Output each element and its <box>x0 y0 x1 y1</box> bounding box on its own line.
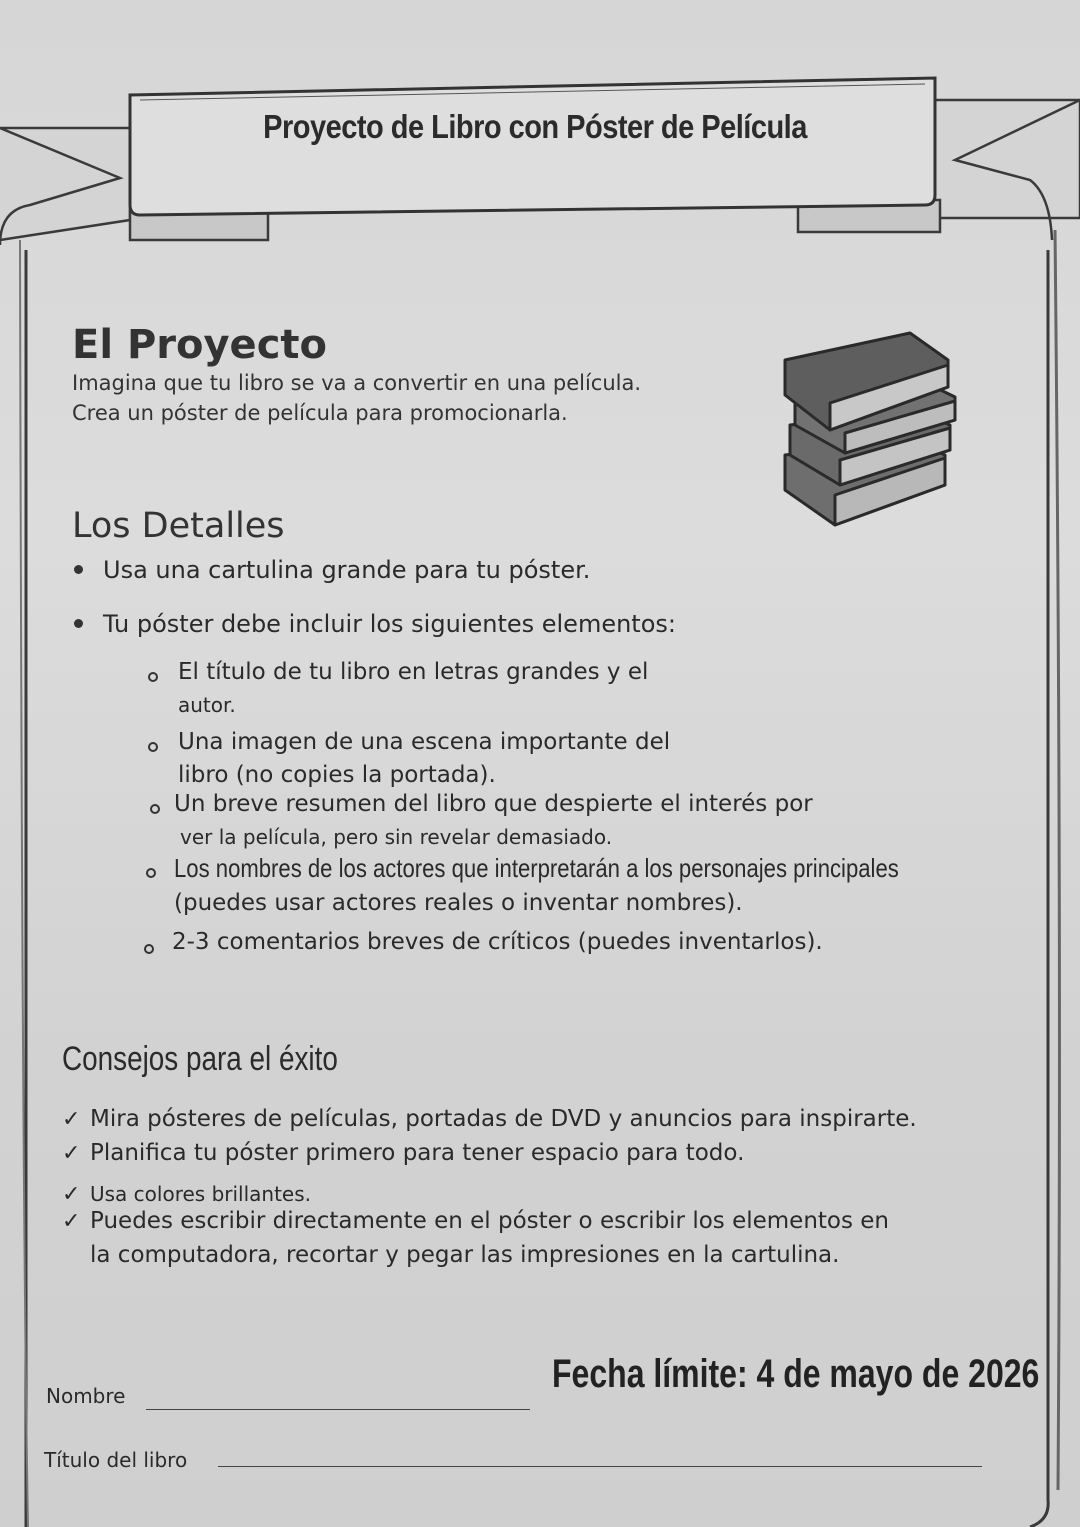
section-heading-details: Los Detalles <box>72 506 285 546</box>
hollow-bullet-icon <box>148 742 158 752</box>
bullet-item <box>74 556 590 584</box>
checkmark-icon: ✓ <box>62 1107 81 1132</box>
tip-text: Usa colores brillantes. <box>90 1182 312 1206</box>
checkmark-icon: ✓ <box>62 1209 81 1234</box>
sub-item-line: Una imagen de una escena importante del <box>178 729 671 755</box>
tip-item <box>62 1140 744 1166</box>
sub-item <box>178 726 670 792</box>
banner-title: Proyecto de Libro con Póster de Película <box>263 108 807 145</box>
checkmark-icon: ✓ <box>62 1182 81 1207</box>
tip-item <box>62 1106 917 1132</box>
name-field-line[interactable] <box>146 1409 530 1410</box>
name-label: Nombre <box>46 1384 126 1408</box>
sub-item <box>178 656 648 722</box>
tip-text-continued: la computadora, recortar y pegar las impresiones en la cartulina. <box>90 1242 840 1268</box>
deadline: Fecha límite: 4 de mayo de 2026 <box>552 1352 1040 1396</box>
sub-item-line: El título de tu libro en letras grandes y el <box>178 659 649 685</box>
book-title-label: Título del libro <box>44 1448 188 1472</box>
hollow-bullet-icon <box>150 804 160 814</box>
stack-of-books-icon <box>770 325 960 530</box>
tip-item <box>62 1208 889 1234</box>
sub-item-line: Los nombres de los actores que interpretarán a los personajes principales <box>174 853 899 883</box>
sub-item <box>174 852 1027 920</box>
tip-text: Planifica tu póster primero para tener espacio para todo. <box>90 1140 745 1166</box>
bullet-item <box>74 610 676 638</box>
sub-item-line: libro (no copies la portada). <box>178 762 496 788</box>
section-heading-project: El Proyecto <box>72 322 327 368</box>
sub-item-line: 2-3 comentarios breves de críticos (puedes inventarlos). <box>172 929 823 955</box>
hollow-bullet-icon <box>146 868 156 878</box>
tip-text: Mira pósteres de películas, portadas de DVD y anuncios para inspirarte. <box>90 1106 917 1132</box>
bullet-text: Tu póster debe incluir los siguientes elementos: <box>103 610 676 638</box>
bullet-text: Usa una cartulina grande para tu póster. <box>103 556 591 584</box>
intro-line: Imagina que tu libro se va a convertir en una película. <box>72 371 642 395</box>
hollow-bullet-icon <box>148 672 158 682</box>
checkmark-icon: ✓ <box>62 1141 81 1166</box>
bullet-dot <box>74 619 83 628</box>
sub-item <box>172 926 823 959</box>
sub-item-line: autor. <box>178 693 236 717</box>
book-title-field-line[interactable] <box>218 1466 982 1467</box>
sub-item-line: (puedes usar actores reales o inventar nombres). <box>174 890 743 916</box>
sub-item <box>174 788 813 854</box>
hollow-bullet-icon <box>144 944 154 954</box>
intro-line: Crea un póster de película para promocionarla. <box>72 401 568 425</box>
project-intro <box>72 368 641 428</box>
sub-item-line: ver la película, pero sin revelar demasiado. <box>180 825 613 849</box>
tip-text: Puedes escribir directamente en el póster o escribir los elementos en <box>90 1208 890 1234</box>
sub-item-line: Un breve resumen del libro que despierte el interés por <box>174 791 813 817</box>
tip-item <box>62 1182 311 1207</box>
bullet-dot <box>74 565 83 574</box>
section-heading-tips: Consejos para el éxito <box>62 1040 338 1078</box>
